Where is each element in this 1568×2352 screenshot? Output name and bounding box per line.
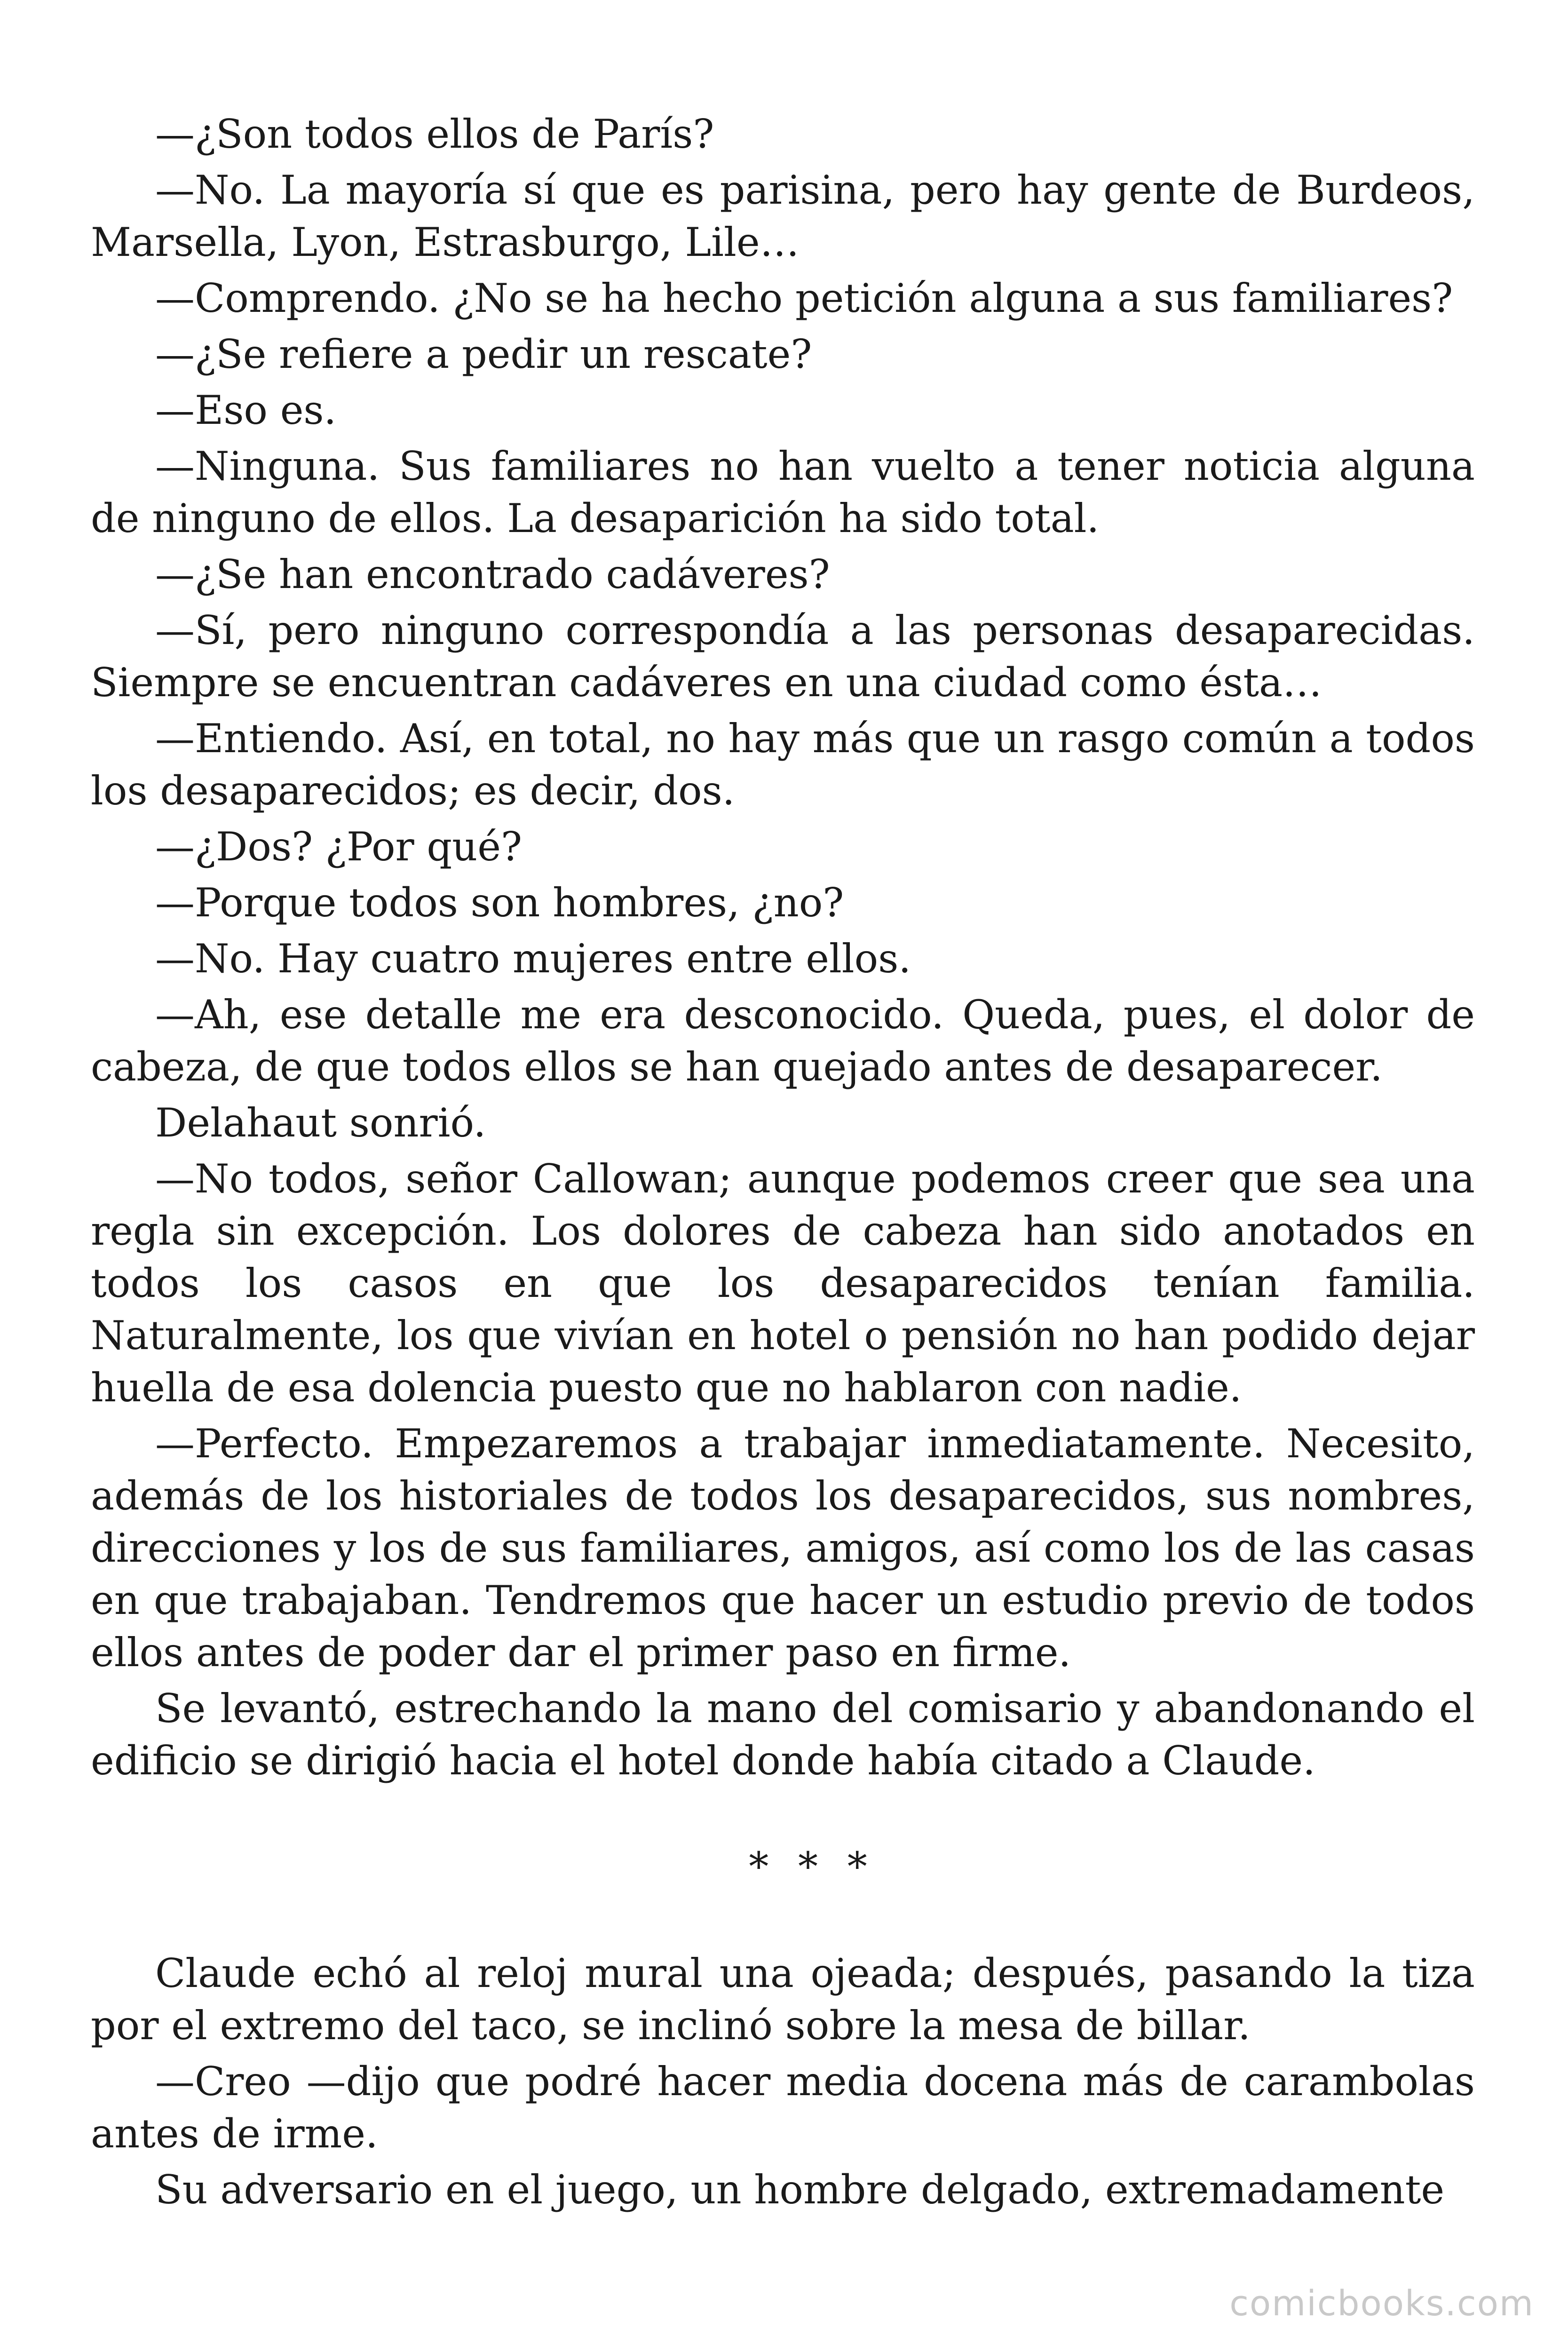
paragraph: Claude echó al reloj mural una ojeada; después, pasando la tiza por el extremo del taco, se inclinó sobre la mesa de billar. [91, 1950, 1475, 2049]
paragraph: —Ah, ese detalle me era desconocido. Queda, pues, el dolor de cabeza, de que todos ellos se han quejado antes de desaparecer. [91, 992, 1475, 1090]
paragraph: —No. Hay cuatro mujeres entre ellos. [155, 936, 911, 982]
paragraph: —No. La mayoría sí que es parisina, pero hay gente de Burdeos, Marsella, Lyon, Estrasburgo, Lile… [91, 167, 1475, 265]
paragraph: —No todos, señor Callowan; aunque podemos creer que sea una regla sin excepción. Los dolores de cabeza han sido anotados en todos los casos en que los desaparecidos tenían familia. Naturalmente, los que vivían en hotel o pensión no han podido dejar huella de esa dolencia puesto que no hablaron con nadie. [91, 1156, 1475, 1411]
paragraph: —¿Son todos ellos de París? [155, 111, 714, 157]
section-separator: * * * [749, 1843, 876, 1890]
paragraph: —Sí, pero ninguno correspondía a las personas desaparecidas. Siempre se encuentran cadáveres en una ciudad como ésta… [91, 607, 1475, 706]
paragraph: —¿Se refiere a pedir un rescate? [155, 331, 812, 377]
paragraph: —Perfecto. Empezaremos a trabajar inmediatamente. Necesito, además de los historiales de todos los desaparecidos, sus nombres, direcciones y los de sus familiares, amigos, así como los de las casas en que trabajaban. Tendremos que hacer un estudio previo de todos ellos antes de poder dar el primer paso en firme. [91, 1421, 1475, 1676]
paragraph: —Comprendo. ¿No se ha hecho petición alguna a sus familiares? [155, 275, 1453, 321]
paragraph: —Porque todos son hombres, ¿no? [155, 880, 844, 926]
paragraph: —Creo —dijo que podré hacer media docena más de carambolas antes de irme. [91, 2058, 1475, 2157]
paragraph: Su adversario en el juego, un hombre delgado, extremadamente [155, 2167, 1445, 2213]
body-text-section-2 [91, 1947, 1475, 2220]
paragraph: —Ninguna. Sus familiares no han vuelto a tener noticia alguna de ninguno de ellos. La desaparición ha sido total. [91, 443, 1475, 541]
paragraph: —Eso es. [155, 387, 337, 433]
paragraph: —¿Dos? ¿Por qué? [155, 824, 522, 870]
paragraph: —Entiendo. Así, en total, no hay más que un rasgo común a todos los desaparecidos; es decir, dos. [91, 715, 1475, 814]
watermark: comicbooks.com [1229, 2283, 1534, 2324]
paragraph: Delahaut sonrió. [155, 1100, 486, 1146]
body-text-section-1 [91, 108, 1475, 1791]
paragraph: Se levantó, estrechando la mano del comisario y abandonando el edificio se dirigió hacia el hotel donde había citado a Claude. [91, 1685, 1475, 1784]
paragraph: —¿Se han encontrado cadáveres? [155, 551, 830, 597]
